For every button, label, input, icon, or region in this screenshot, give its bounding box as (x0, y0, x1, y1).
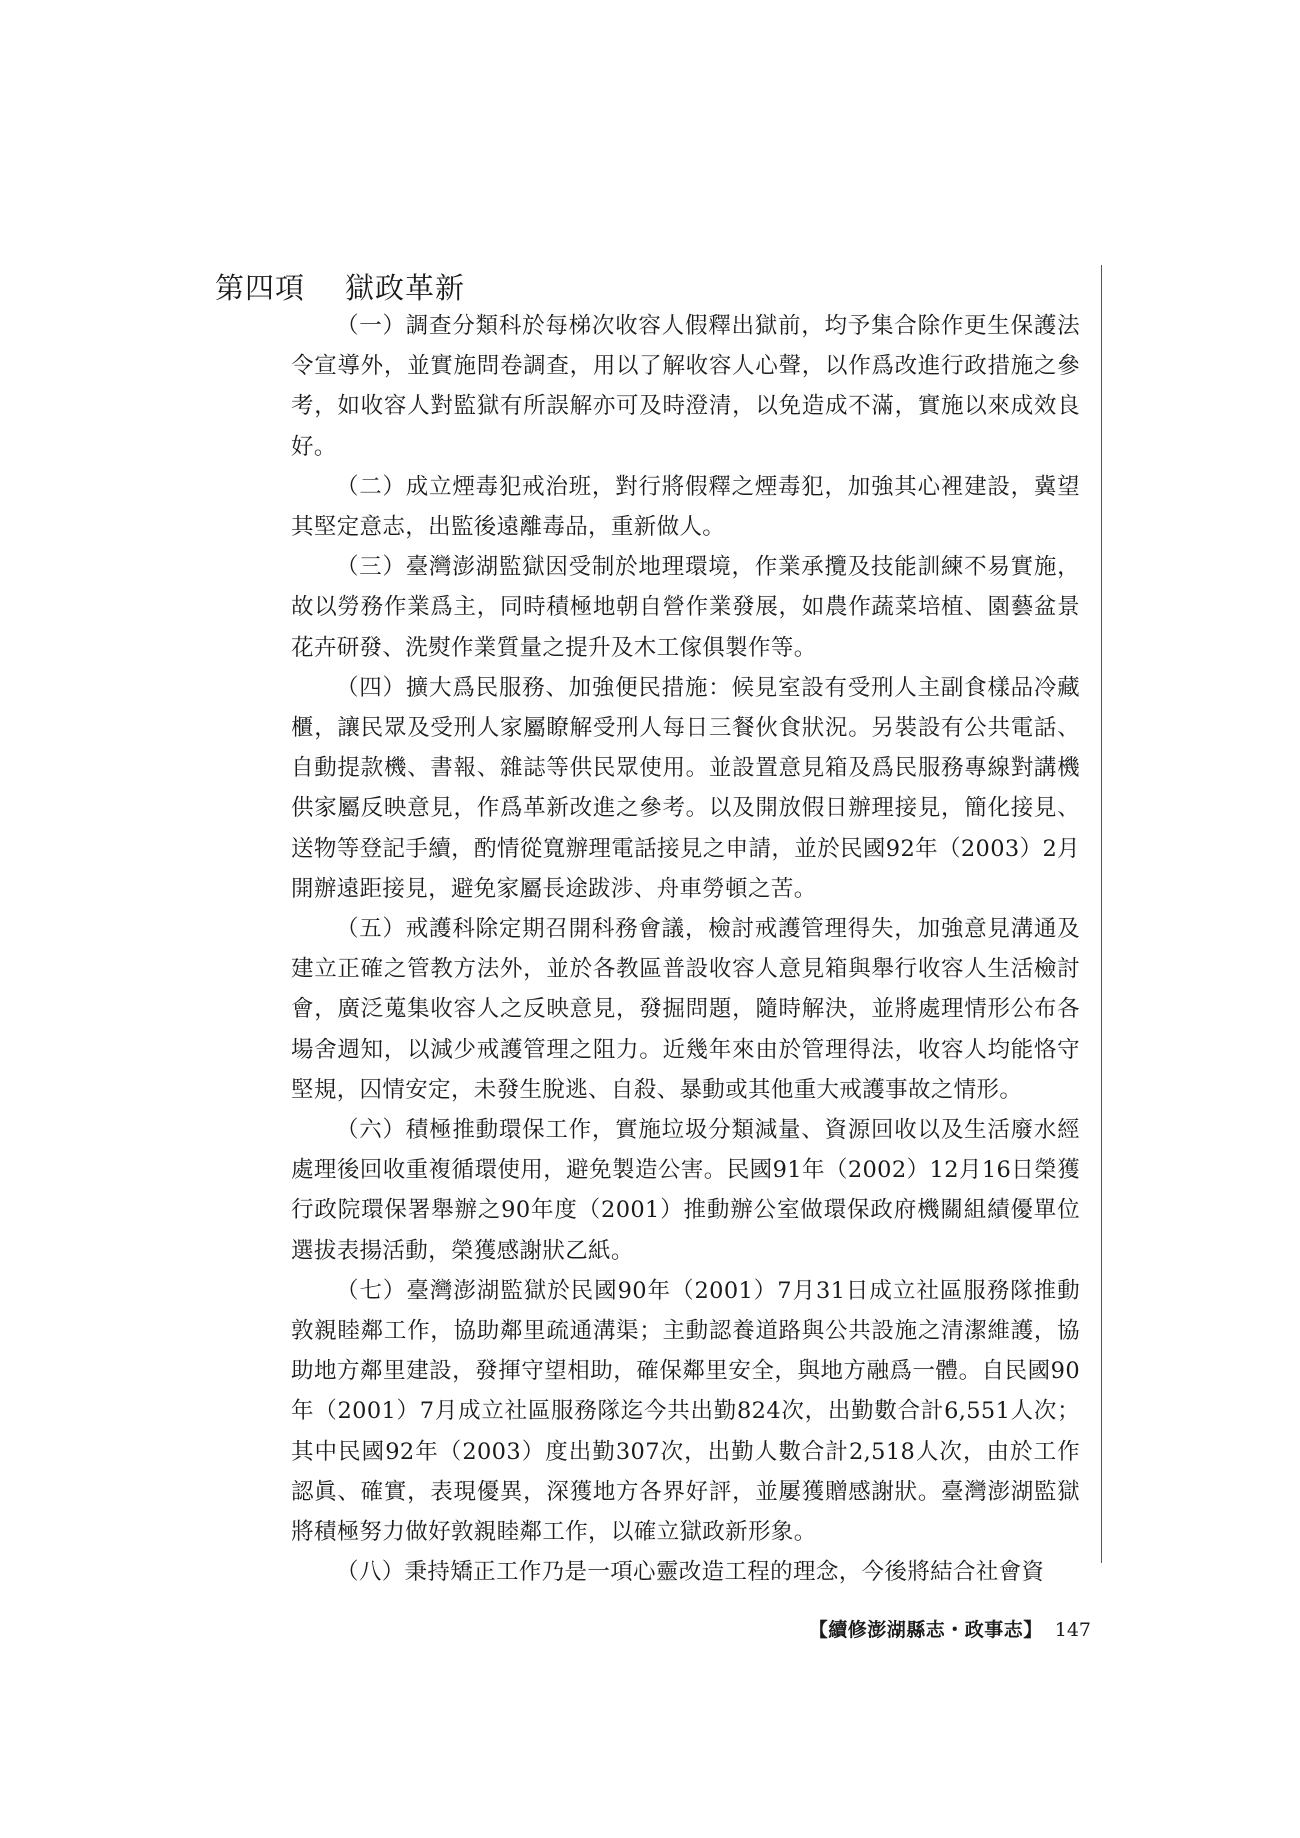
section-title: 獄政革新 (345, 271, 466, 305)
paragraph-6: （六）積極推動環保工作，實施垃圾分類減量、資源回收以及生活廢水經處理後回收重複循環使用，避免製造公害。民國91年（2002）12月16日榮獲行政院環保署舉辦之90年度（2001）推動辦公室做環保政府機關組績優單位選拔表揚活動，榮獲感謝狀乙紙。 (291, 1117, 1080, 1264)
margin-rule (1101, 265, 1102, 1563)
paragraph-8: （八）秉持矯正工作乃是一項心靈改造工程的理念，今後將結合社會資 (336, 1559, 1045, 1586)
paragraph-7: （七）臺灣澎湖監獄於民國90年（2001）7月31日成立社區服務隊推動敦親睦鄰工作，協助鄰里疏通溝渠；主動認養道路與公共設施之清潔維護，協助地方鄰里建設，發揮守望相助，確保鄰里安全，與地方融爲一體。自民國90年（2001）7月成立社區服務隊迄今共出勤824次，出勤數合計6,551人次；其中民國92年（2003）度出勤307次，出勤人數合計2,518人次，由於工作認眞、確實，表現優異，深獲地方各界好評，並屢獲贈感謝狀。臺灣澎湖監獄將積極努力做好敦親睦鄰工作，以確立獄政新形象。 (291, 1277, 1080, 1546)
paragraph-4: （四）擴大爲民服務、加強便民措施：候見室設有受刑人主副食樣品冷藏櫃，讓民眾及受刑人家屬瞭解受刑人每日三餐伙食狀況。另裝設有公共電話、自動提款機、書報、雜誌等供民眾使用。並設置意見箱及爲民服務專線對講機供家屬反映意見，作爲革新改進之參考。以及開放假日辦理接見，簡化接見、送物等登記手續，酌情從寬辦理電話接見之申請，並於民國92年（2003）2月開辦遠距接見，避免家屬長途跋涉、舟車勞頓之苦。 (291, 674, 1080, 902)
paragraph-5: （五）戒護科除定期召開科務會議，檢討戒護管理得失，加強意見溝通及建立正確之管教方法外，並於各教區普設收容人意見箱與舉行收容人生活檢討會，廣泛蒐集收容人之反映意見，發掘問題，隨時解決，並將處理情形公布各場舍週知，以減少戒護管理之阻力。近幾年來由於管理得法，收容人均能恪守堅規，囚情安定，未發生脫逃、自殺、暴動或其他重大戒護事故之情形。 (291, 916, 1080, 1103)
paragraph-1: （一）調查分類科於每梯次收容人假釋出獄前，均予集合除作更生保護法令宣導外，並實施問卷調查，用以了解收容人心聲，以作爲改進行政措施之參考，如收容人對監獄有所誤解亦可及時澄清，以免造成不滿，實施以來成效良好。 (291, 313, 1080, 460)
paragraph-2: （二）成立煙毒犯戒治班，對行將假釋之煙毒犯，加強其心裡建設，冀望其堅定意志，出監後遠離毒品，重新做人。 (291, 473, 1080, 541)
page-number: 147 (1054, 1619, 1091, 1641)
page-footer (809, 1616, 1091, 1644)
footer-book-title: 【續修澎湖縣志・政事志】 (808, 1619, 1043, 1641)
body-text (291, 306, 1080, 1593)
section-number: 第四項 (215, 271, 306, 305)
paragraph-3: （三）臺灣澎湖監獄因受制於地理環境，作業承攬及技能訓練不易實施，故以勞務作業爲主，同時積極地朝自營作業發展，如農作蔬菜培植、園藝盆景花卉研發、洗熨作業質量之提升及木工傢俱製作等。 (291, 554, 1080, 661)
